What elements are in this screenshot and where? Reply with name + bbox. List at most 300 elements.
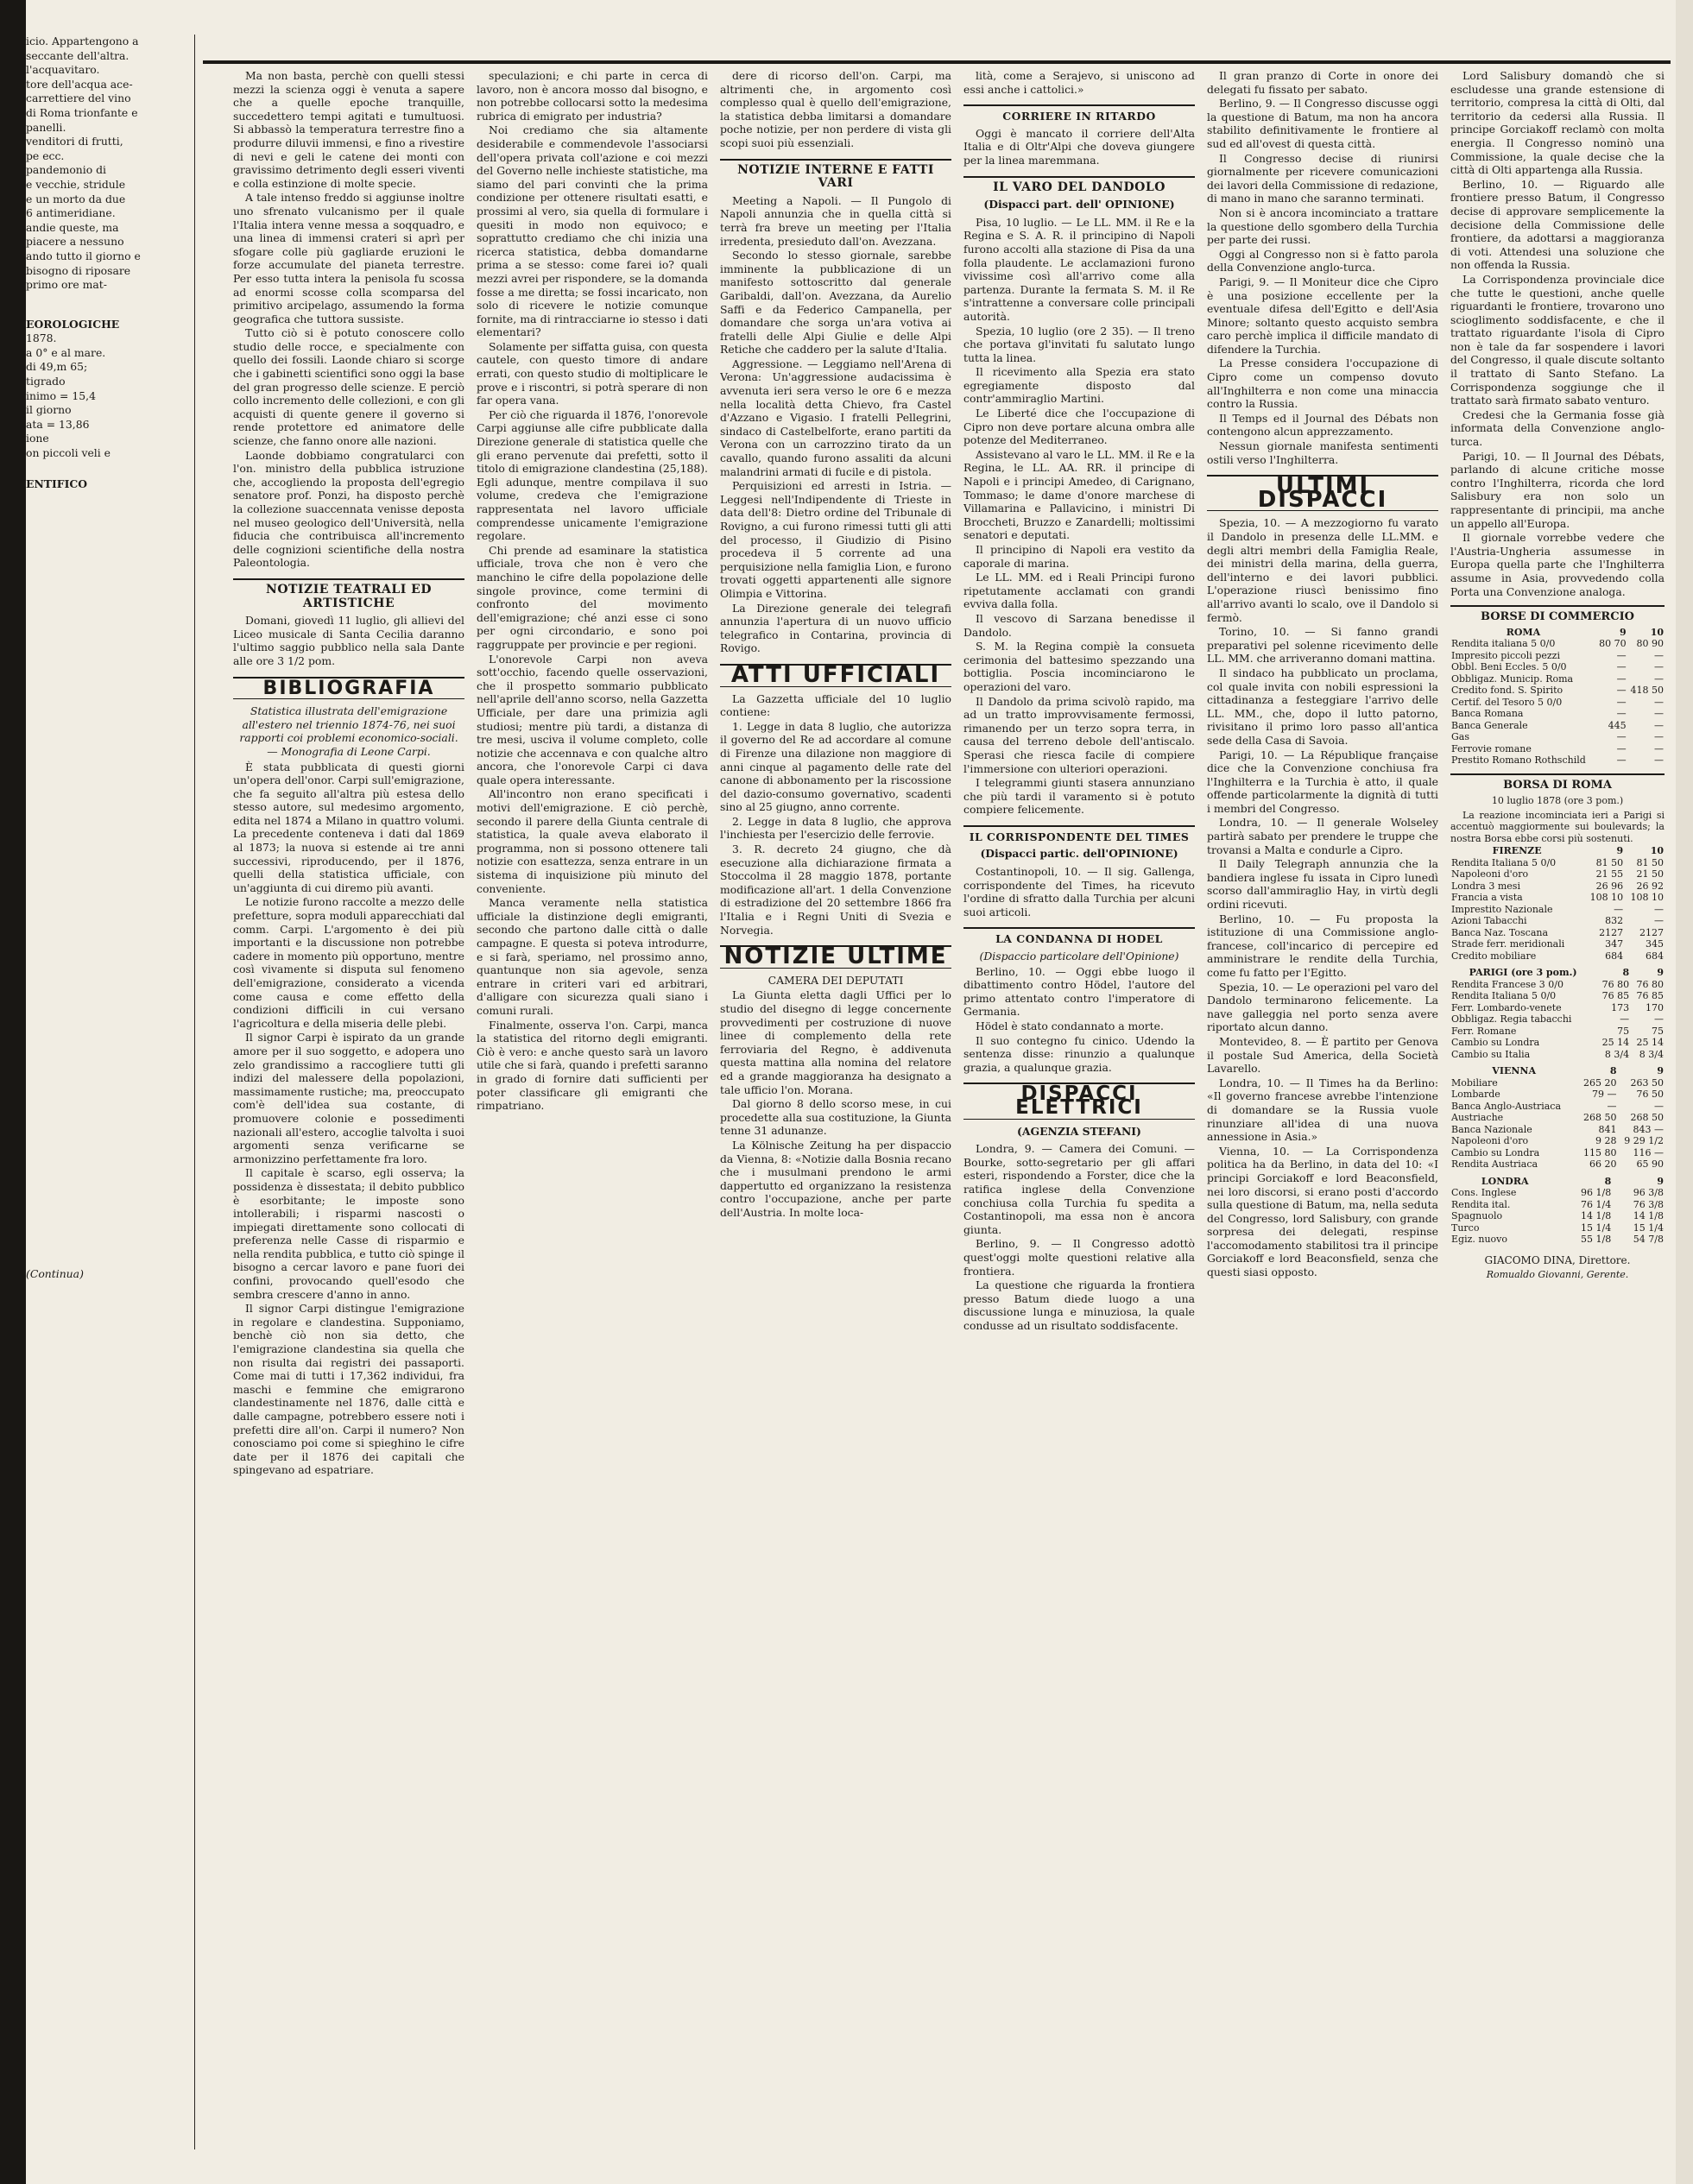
- dispatch-paragraph: Spezia, 10 luglio (ore 2 35). — Il treno che portava gl'invitati fu salutato lungo tutta la linea.: [963, 324, 1195, 364]
- article-paragraph: È stata pubblicata di questi giorni un'opera dell'onor. Carpi sull'emigrazione, che fa seguito all'altra più estesa dello stesso autore, sul medesimo argomento, edita nel 1874 a Milano in quattro volumi. La precedente conteneva i dati dal 1869 al 1873; la nuova si estende ai tre anni successivi, riproducendo, per il 1876, quelli della statistica ufficiale, con un'aggiunta di cui diremo più avanti.: [233, 760, 464, 894]
- column-1: [233, 69, 464, 2149]
- table-row: [1450, 1210, 1665, 1222]
- table-cell: 76 1/4: [1581, 1198, 1612, 1210]
- table-cell: Cambio su Londra: [1451, 1146, 1540, 1158]
- article-paragraph: speculazioni; e chi parte in cerca di lavoro, non è ancora mosso dal bisogno, e non potrebbe collocarsi sotto la medesima rubrica di emigrato per industria?: [477, 69, 708, 123]
- meteo-line: 1878.: [26, 331, 57, 345]
- teatrali-heading: NOTIZIE TEATRALI ED ARTISTICHE: [233, 578, 464, 610]
- table-cell: —: [1616, 685, 1627, 697]
- table-header: [1450, 845, 1665, 857]
- table-cell: 81 50: [1636, 856, 1664, 868]
- dandolo-paragraphs: [963, 216, 1195, 817]
- scientifico-title: ENTIFICO: [26, 477, 88, 490]
- table-cell: 80 70: [1599, 638, 1627, 650]
- table-cell: 75: [1617, 1025, 1630, 1037]
- table-row: [1450, 743, 1665, 755]
- article-paragraph: Chi prende ad esaminare la statistica ufficiale, trova che non è vero che manchino le cifre della popolazione delle singole province, come termini di confronto del movimento dell'emigrazione; ché anzi esse ci sono per ogni circondario, e sono poi raggruppate per provincie e per regioni.: [477, 543, 708, 651]
- dispatch-paragraph: Berlino, 10. — Riguardo alle frontiere presso Batum, il Congresso decise di approvare semplicemente la decisione della Commissione delle frontiere, da adottarsi a maggioranza di voti. Attendesi una soluzione che non offenda la Russia.: [1450, 177, 1665, 272]
- table-row: [1450, 1158, 1665, 1171]
- col3-top-paragraph: dere di ricorso dell'on. Carpi, ma altrimenti che, in argomento così complesso qual è quello dell'emigrazione, la statistica debba limitarsi a domandare poche notizie, per non perdere di vista gli scopi suoi più essenziali.: [720, 69, 951, 149]
- table-cell: —: [1616, 649, 1627, 661]
- left-strip-lines: [26, 35, 199, 292]
- column-3: [720, 69, 951, 2149]
- dispatch-paragraph: S. M. la Regina compiè la consueta cerimonia del battesimo spezzando una bottiglia. Poscia incominciarono le operazioni del varo.: [963, 640, 1195, 693]
- table-header-cell: VIENNA: [1492, 1065, 1536, 1077]
- table-cell: —: [1654, 754, 1664, 767]
- teatrali-text: Domani, giovedì 11 luglio, gli allievi del Liceo musicale di Santa Cecilia daranno l'ultimo saggio pubblico nella sala Dante alle ore 3 1/2 pom.: [233, 614, 464, 667]
- table-cell: Banca Romana: [1451, 708, 1524, 720]
- left-strip-column: [26, 35, 199, 2149]
- dispatch-paragraph: Il gran pranzo di Corte in onore dei delegati fu fissato per sabato.: [1207, 69, 1438, 96]
- article-paragraph: Noi crediamo che sia altamente desiderabile e commendevole l'associarsi dell'opera privata coll'azione e coi mezzi del Governo nelle inchieste statistiche, ma siamo del pari convinti che la prima condizione per ottenere risultati esatti, e prossimi al vero, sia quella di formulare i quesiti in modo non equivoco; e soprattutto crediamo che chi inizia una ricerca statistica, debba domandarne prima a se stesso: come farei io? quali mezzi avrei per rispondere, se la domanda fosse a me diretta; se fossi incaricato, non solo di ricevere le notizie comunque fornite, ma di rintracciarne io stesso i dati elementari?: [477, 123, 708, 339]
- table-cell: 265 20: [1583, 1076, 1617, 1089]
- left-strip-line: primo ore mat-: [26, 278, 107, 292]
- column-4: [963, 69, 1195, 2149]
- hodel-heading: LA CONDANNA DI HODEL: [963, 927, 1195, 946]
- table-header-cell: PARIGI (ore 3 pom.): [1469, 967, 1577, 979]
- table-row: [1450, 915, 1665, 927]
- table-row: [1450, 731, 1665, 743]
- col2-paragraphs: [477, 69, 708, 1113]
- table-header-cell: FIRENZE: [1492, 845, 1542, 857]
- meteo-line: on piccoli veli e: [26, 446, 111, 460]
- col1-paragraphs: [233, 69, 464, 570]
- ultimi-dispacci-heading: ULTIMI DISPACCI: [1207, 475, 1438, 511]
- news-paragraph: Secondo lo stesso giornale, sarebbe imminente la pubblicazione di un manifesto sottoscritto dal generale Garibaldi, dall'on. Avezzana, da Aurelio Saffi e da Federico Campanella, per domandare che sorga un'ara votiva ai fratelli delle Alpi Giulie e delle Alpi Retiche che caddero per la salute d'Italia.: [720, 249, 951, 357]
- dispatch-paragraph: Assistevano al varo le LL. MM. il Re e la Regina, le LL. AA. RR. il principe di Napoli e i principi Amedeo, di Carignano, Tommaso; le dame d'onore marchese di Villamarina e Pallavicino, i ministri Di Broccheti, Bruzzo e Zanardelli; moltissimi senatori e deputati.: [963, 447, 1195, 542]
- table-cell: 25 14: [1601, 1037, 1630, 1049]
- table-cell: 684: [1646, 950, 1664, 962]
- dispatch-paragraph: Il principino di Napoli era vestito da caporale di marina.: [963, 543, 1195, 570]
- borsa-roma-date: 10 luglio 1878 (ore 3 pom.): [1491, 795, 1624, 807]
- table-cell: —: [1614, 903, 1624, 915]
- article-paragraph: Le notizie furono raccolte a mezzo delle prefetture, sopra moduli apparecchiati dal comm. Carpi. L'argomento è dei più importanti e la discussione non potrebbe cadere in momento più opportuno, mentre così vivamente si disputa sul fenomeno dell'emigrazione, considerato a vicenda come causa e come effetto della condizioni difficili in cui versano l'agricoltura e della miseria delle plebi.: [233, 895, 464, 1030]
- dispatch-paragraph: Londra, 10. — Il generale Wolseley partirà sabato per prendere le truppe che trovansi a Malta e condurle a Cipro.: [1207, 816, 1438, 856]
- ultimi-paragraphs: [1207, 516, 1438, 1278]
- dispatch-paragraph: Non si è ancora incominciato a trattare la questione dello sgombero della Turchia per parte dei russi.: [1207, 205, 1438, 247]
- meteo-line: tigrado: [26, 375, 66, 388]
- page-edge: [1676, 0, 1693, 2184]
- table-cell: 76 85: [1636, 990, 1664, 1002]
- table-row: [1450, 950, 1665, 963]
- table-cell: Certif. del Tesoro 5 0/0: [1451, 696, 1563, 708]
- table-cell: —: [1654, 1013, 1664, 1026]
- article-paragraph: Il capitale è scarso, egli osserva; la possidenza è dissestata; il debito pubblico è esorbitante; le imposte sono intollerabili; i risparmi nascosti o impiegati direttamente sono collocati di preferenza nelle Casse di risparmio e nella rendita pubblica, e tutto ciò spinge il bisogno a cercar lavoro e pane fuori dei confini, provocando quell'esodo che sembra crescere d'anno in anno.: [233, 1166, 464, 1301]
- table-header-cell: 9: [1657, 1175, 1664, 1187]
- times-text: Costantinopoli, 10. — Il sig. Gallenga, corrispondente del Times, ha ricevuto l'ordine di sfratto dalla Turchia per alcuni suoi articoli.: [963, 865, 1195, 918]
- table-cell: 25 14: [1636, 1037, 1664, 1049]
- table-row: [1450, 1049, 1665, 1061]
- londra-table: [1450, 1176, 1665, 1246]
- table-cell: Obbl. Beni Eccles. 5 0/0: [1451, 661, 1567, 673]
- table-row: [1450, 754, 1665, 767]
- table-cell: 75: [1652, 1025, 1664, 1037]
- table-cell: 66 20: [1589, 1158, 1617, 1171]
- table-cell: 8 3/4: [1639, 1048, 1664, 1060]
- col6-paragraphs: [1450, 69, 1665, 598]
- dispatch-paragraph: Il vescovo di Sarzana benedisse il Dandolo.: [963, 611, 1195, 639]
- table-row: [1450, 938, 1665, 950]
- table-cell: —: [1654, 672, 1664, 685]
- table-row: [1450, 650, 1665, 662]
- left-strip-line: bisogno di riposare: [26, 263, 131, 277]
- table-row: [1450, 708, 1665, 720]
- top-rule: [203, 60, 1671, 64]
- table-row: [1450, 1026, 1665, 1038]
- dispatch-paragraph: Il giornale vorrebbe vedere che l'Austria-Ungheria assumesse in Europa quella parte che l'Inghilterra assume in Asia, provvedendo colla Porta una Convenzione analoga.: [1450, 531, 1665, 598]
- table-row: [1450, 1187, 1665, 1199]
- col4-top-paragraph: lità, come a Serajevo, si uniscono ad essi anche i cattolici.»: [963, 69, 1195, 96]
- atti-paragraph: 1. Legge in data 8 luglio, che autorizza il governo del Re ad accordare al comune di Firenze una dilazione non maggiore di anni cinque al pagamento delle rate del canone di abbonamento per la riscossione del dazio-consumo governativo, scadenti sino al 25 giugno, anno corrente.: [720, 719, 951, 814]
- dispatch-paragraph: Hödel è stato condannato a morte.: [976, 1019, 1164, 1032]
- table-cell: —: [1616, 661, 1627, 673]
- atti-paragraph: La Gazzetta ufficiale del 10 luglio contiene:: [720, 691, 951, 719]
- table-cell: —: [1616, 754, 1627, 767]
- ritardo-text: Oggi è mancato il corriere dell'Alta Italia e di Oltr'Alpi che doveva giungere per la linea maremmana.: [963, 126, 1195, 167]
- table-cell: —: [1654, 742, 1664, 754]
- meteo-line: ata = 13,86: [26, 417, 90, 431]
- interne-paragraphs: [720, 194, 951, 655]
- meteo-line: inimo = 15,4: [26, 388, 96, 402]
- table-header-cell: 9: [1657, 1065, 1664, 1077]
- dispatch-paragraph: Vienna, 10. — La Corrispondenza politica ha da Berlino, in data del 10: «I principi Gorciakoff e lord Beaconsfield, nei loro discorsi, si erano posti d'accordo sulla questione di Batum, ma, nella seduta del Congresso, lord Salisbury, con grande sorpresa dei delegati, respinse l'accomodamento stabilitosi tra il principe Gorciakoff e lord Beaconsfield, senza che questi siasi opposto.: [1207, 1144, 1438, 1279]
- table-row: [1450, 720, 1665, 732]
- table-cell: 76 80: [1636, 978, 1664, 990]
- table-cell: —: [1620, 1013, 1630, 1026]
- table-cell: —: [1654, 1100, 1664, 1112]
- table-row: [1450, 1147, 1665, 1159]
- table-row: [1450, 979, 1665, 991]
- bibliografia-subtitle: Statistica illustrata dell'emigrazione all'estero nel triennio 1874-76, nei suoi rapporti coi problemi economico-sociali. — Monografia di Leone Carpi.: [239, 704, 458, 758]
- dispatch-paragraph: Berlino, 10. — Fu proposta la istituzione di una Commissione anglo-francese, coll'incarico di percepire ed amministrare le rendite della Turchia, come fu fatto per l'Egitto.: [1207, 912, 1438, 979]
- dispatch-paragraph: La questione che riguarda la frontiera presso Batum diede luogo a una discussione lunga e minuziosa, la quale condusse ad un risultato soddisfacente.: [963, 1278, 1195, 1332]
- table-cell: 65 90: [1636, 1158, 1664, 1171]
- table-row: [1450, 1222, 1665, 1234]
- table-cell: —: [1654, 696, 1664, 708]
- dandolo-sub: (Dispacci part. dell' OPINIONE): [983, 198, 1175, 211]
- table-row: [1450, 868, 1665, 881]
- meteo-line: a 0° e al mare.: [26, 345, 106, 359]
- left-strip-line: andie queste, ma: [26, 220, 119, 234]
- table-cell: Impresito piccoli pezzi: [1451, 649, 1560, 661]
- meteo-line: ione: [26, 432, 49, 445]
- times-sub: (Dispacci partic. dell'OPINIONE): [980, 847, 1178, 861]
- table-cell: Rendita ital.: [1451, 1198, 1511, 1210]
- meteo-lines: [26, 331, 199, 459]
- table-cell: Banca Nazionale: [1451, 1123, 1532, 1135]
- table-cell: 15 1/4: [1633, 1221, 1664, 1234]
- table-cell: 843 —: [1633, 1123, 1664, 1135]
- table-cell: —: [1616, 742, 1627, 754]
- borse-heading: BORSE DI COMMERCIO: [1450, 605, 1665, 624]
- table-row: [1450, 857, 1665, 869]
- borsa-roma-heading: BORSA DI ROMA: [1450, 773, 1665, 792]
- table-cell: —: [1654, 708, 1664, 720]
- table-row: [1450, 661, 1665, 673]
- vienna-table: [1450, 1065, 1665, 1171]
- table-cell: 2127: [1639, 926, 1664, 938]
- table-cell: —: [1654, 649, 1664, 661]
- table-cell: 115 80: [1583, 1146, 1617, 1158]
- table-header: [1450, 967, 1665, 979]
- table-cell: Imprestito Nazionale: [1451, 903, 1553, 915]
- dispatch-paragraph: Le Liberté dice che l'occupazione di Cipro non deve portare alcuna ombra alle potenze del Mediterraneo.: [963, 407, 1195, 447]
- table-cell: 76 80: [1601, 978, 1630, 990]
- table-cell: 170: [1646, 1001, 1664, 1013]
- table-cell: 76 3/8: [1633, 1198, 1664, 1210]
- left-strip-line: piacere a nessuno: [26, 235, 124, 249]
- table-cell: 9 29 1/2: [1624, 1135, 1664, 1147]
- left-strip-line: e vecchie, stridule: [26, 177, 126, 191]
- table-cell: Banca Naz. Toscana: [1451, 926, 1549, 938]
- table-row: [1450, 1112, 1665, 1124]
- table-cell: Mobiliare: [1451, 1076, 1498, 1089]
- table-cell: —: [1616, 708, 1627, 720]
- table-cell: —: [1607, 1100, 1617, 1112]
- table-cell: 9 28: [1595, 1135, 1617, 1147]
- elettrici-paragraphs: [963, 1142, 1195, 1332]
- col5-paragraphs: [1207, 69, 1438, 466]
- table-header-cell: 10: [1650, 626, 1664, 638]
- table-cell: 26 92: [1636, 880, 1664, 892]
- table-cell: Credito fond. S. Spirito: [1451, 685, 1563, 697]
- table-cell: 263 50: [1630, 1076, 1664, 1089]
- camera-deputati-sub: CAMERA DEI DEPUTATI: [768, 973, 904, 987]
- left-strip-line: 6 antimeridiane.: [26, 206, 116, 220]
- table-header-cell: 8: [1622, 967, 1630, 979]
- table-row: [1450, 1089, 1665, 1101]
- table-header-cell: 8: [1609, 1065, 1617, 1077]
- dispatch-paragraph: I telegrammi giunti stasera annunziano che più tardi il varamento si è potuto compiere felicemente.: [963, 776, 1195, 817]
- table-row: [1450, 1002, 1665, 1014]
- article-paragraph: Finalmente, osserva l'on. Carpi, manca la statistica del ritorno degli emigranti. Ciò è vero: e anche questo sarà un lavoro utile che si farà, quando i prefetti saranno in grado di fornire dati sufficienti per poter classificare gli emigranti che rimpatriano.: [477, 1018, 708, 1113]
- table-header: [1450, 1065, 1665, 1077]
- table-cell: Banca Generale: [1451, 719, 1528, 731]
- ultime-paragraphs: [720, 988, 951, 1219]
- table-row: [1450, 638, 1665, 650]
- table-cell: Ferr. Romane: [1451, 1025, 1517, 1037]
- table-cell: Austriache: [1451, 1112, 1504, 1124]
- article-paragraph: All'incontro non erano specificati i motivi dell'emigrazione. E ciò perchè, secondo il parere della Giunta centrale di statistica, la quale aveva elaborato il programma, non si possono ottenere tali notizie con esattezza, senza entrare in un sistema di inquisizione più minuto del conveniente.: [477, 787, 708, 895]
- table-cell: 841: [1598, 1123, 1617, 1135]
- table-row: [1450, 892, 1665, 904]
- table-cell: Ferr. Lombardo-venete: [1451, 1001, 1562, 1013]
- meteo-line: di 49,m 65;: [26, 360, 88, 374]
- table-cell: 345: [1646, 938, 1664, 950]
- binding-shadow: [0, 0, 26, 2184]
- gerente-signature: Romualdo Giovanni, Gerente.: [1486, 1268, 1629, 1280]
- dispatch-paragraph: Il ricevimento alla Spezia era stato egregiamente disposto dal contr'ammiraglio Martini.: [963, 365, 1195, 406]
- table-cell: Ferrovie romane: [1451, 742, 1532, 754]
- news-paragraph: La Direzione generale dei telegrafi annunzia l'apertura di un nuovo ufficio telegrafico in Contarina, provincia di Rovigo.: [720, 601, 951, 655]
- left-strip-line: carrettiere del vino: [26, 92, 131, 105]
- article-paragraph: Laonde dobbiamo congratularci con l'on. ministro della pubblica istruzione che, accogliendo la proposta dell'egregio senatore prof. Ponzi, ha disposto perchè la collezione suaccennata venisse deposta nel museo geologico dell'Università, nella fiducia che contribuisca all'incremento delle cognizioni scientifiche della nostra Paleontologia.: [233, 448, 464, 570]
- table-cell: —: [1654, 903, 1664, 915]
- table-cell: 108 10: [1589, 892, 1624, 904]
- table-cell: 116 —: [1633, 1146, 1664, 1158]
- table-header-cell: 9: [1620, 626, 1627, 638]
- table-row: [1450, 1199, 1665, 1211]
- news-paragraph: Meeting a Napoli. — Il Pungolo di Napoli annunzia che in quella città si terrà fra breve un meeting per l'Italia irredenta, presieduto dall'on. Avezzana.: [720, 193, 951, 248]
- left-strip-line: venditori di frutti,: [26, 135, 123, 148]
- table-cell: 268 50: [1630, 1112, 1664, 1124]
- left-strip-line: ando tutto il giorno e: [26, 249, 141, 262]
- dandolo-heading: IL VARO DEL DANDOLO: [963, 176, 1195, 195]
- dispatch-paragraph: La Corrispondenza provinciale dice che tutte le questioni, anche quelle riguardanti le frontiere, trovarono uno scioglimento soddisfacente, e che il trattato riguardante l'isola di Cipro non è tale da far sospendere i lavori del Congresso, il quale discute soltanto il trattato di Santo Stefano. La Corrispondenza soggiunge che il trattato sarà firmato sabato venturo.: [1450, 272, 1665, 407]
- dispatch-paragraph: Le LL. MM. ed i Reali Principi furono ripetutamente acclamati con grandi evviva dalla folla.: [963, 571, 1195, 611]
- parigi-table: [1450, 967, 1665, 1060]
- dispatch-paragraph: Parigi, 10. — Il Journal des Débats, parlando di alcune critiche mosse contro l'Inghilterra, ricorda che lord Salisbury era non solo un rappresentante di principii, ma anche un appello all'Europa.: [1450, 449, 1665, 530]
- dispatch-paragraph: Il Dandolo da prima scivolò rapido, ma ad un tratto improvvisamente fermossi, rimanendo per un terzo sopra terra, in causa del terreno debole dell'antiscalo. Sperasi che riesca facile di compiere l'immersione con ulteriori operazioni.: [963, 694, 1195, 775]
- table-cell: Francia a vista: [1451, 892, 1523, 904]
- news-paragraph: Aggressione. — Leggiamo nell'Arena di Verona: Un'aggressione audacissima è avvenuta ieri sera verso le ore 6 e mezza nella località detta Chievo, fra Castel d'Azzano e Vigasio. I fratelli Pellegrini, sindaco di Castelbelforte, erano partiti da Verona con un carrozzino tirato da un cavallo, quando furono assaliti da alcuni malandrini armati di fucile e di pistola.: [720, 357, 951, 478]
- dispatch-paragraph: Credesi che la Germania fosse già informata della Convenzione anglo-turca.: [1450, 407, 1665, 449]
- article-paragraph: Tutto ciò si è potuto conoscere collo studio delle rocce, e specialmente con quello dei fossili. Laonde chiaro si scorge che i gabinetti scientifici sono oggi la base del gran progresso delle scienze. E perciò collo incremento delle collezioni, e con gli acquisti di quente genere il governo si rende protettore ed animatore delle scienze, che fanno onore alle nazioni.: [233, 326, 464, 448]
- table-cell: Credito mobiliare: [1451, 950, 1537, 962]
- table-header-cell: 10: [1650, 845, 1664, 857]
- table-header-cell: 8: [1604, 1175, 1612, 1187]
- dispatch-paragraph: Parigi, 10. — La République française dice che la Convenzione conchiusa fra l'Inghilterra e la Turchia è atto, il quale offende particolarmente la dignità di tutti i membri del Congresso.: [1207, 748, 1438, 815]
- table-cell: —: [1616, 672, 1627, 685]
- dispatch-paragraph: Nessun giornale manifesta sentimenti ostili verso l'Inghilterra.: [1207, 439, 1438, 466]
- news-paragraph: La Kölnische Zeitung ha per dispaccio da Vienna, 8: «Notizie dalla Bosnia recano che i musulmani prendono le armi dappertutto ed organizzano la resistenza contro l'occupazione, anche per parte dell'Austria. In molte loca-: [720, 1138, 951, 1219]
- table-row: [1450, 1124, 1665, 1136]
- bibliografia-paragraphs: [233, 761, 464, 1477]
- dispatch-paragraph: Il suo contegno fu cinico. Udendo la sentenza disse: rinunzio a qualunque grazia, a qualunque grazia.: [963, 1033, 1195, 1074]
- column-6: [1450, 69, 1665, 2149]
- table-cell: Gas: [1451, 731, 1469, 743]
- table-cell: 15 1/4: [1581, 1221, 1612, 1234]
- table-row: [1450, 1101, 1665, 1113]
- table-cell: Napoleoni d'oro: [1451, 1135, 1529, 1147]
- article-paragraph: Solamente per siffatta guisa, con questa cautele, con questo timore di andare errati, con questo studio di moltiplicare le prove e i riscontri, si potrà sperare di non far opera vana.: [477, 339, 708, 407]
- table-cell: Obbligaz. Regia tabacchi: [1451, 1013, 1572, 1026]
- atti-ufficiali-heading: ATTI UFFICIALI: [720, 664, 951, 687]
- table-cell: Lombarde: [1451, 1089, 1500, 1101]
- table-cell: Azioni Tabacchi: [1451, 915, 1527, 927]
- table-cell: Rendita italiana 5 0/0: [1451, 638, 1556, 650]
- times-heading: IL CORRISPONDENTE DEL TIMES: [963, 825, 1195, 844]
- table-cell: 268 50: [1583, 1112, 1617, 1124]
- hodel-sub: (Dispaccio particolare dell'Opinione): [979, 950, 1179, 963]
- dispatch-paragraph: Spezia, 10. — Le operazioni pel varo del Dandolo terminarono felicemente. La nave galleggia nel porto senza avere riportato alcun danno.: [1207, 980, 1438, 1034]
- left-strip-line: pandemonio di: [26, 163, 107, 177]
- table-cell: 684: [1605, 950, 1624, 962]
- table-header-cell: 9: [1657, 967, 1664, 979]
- column-2: [477, 69, 708, 2149]
- left-strip-line: icio. Appartengono a: [26, 35, 139, 47]
- article-paragraph: Manca veramente nella statistica ufficiale la distinzione degli emigranti, secondo che partono dalle città o dalle campagne. E questa si poteva introdurre, e si farà, speriamo, nel prossimo anno, quantunque non sia agevole, senza entrare in criteri vari ed arbitrari, d'alligare con sicurezza quali siano i comuni rurali.: [477, 896, 708, 1017]
- table-cell: —: [1616, 696, 1627, 708]
- table-cell: 14 1/8: [1633, 1210, 1664, 1222]
- ritardo-heading: CORRIERE IN RITARDO: [963, 104, 1195, 123]
- stefani-sub: (AGENZIA STEFANI): [1017, 1124, 1141, 1138]
- table-cell: Rendita Austriaca: [1451, 1158, 1538, 1171]
- table-cell: Banca Anglo-Austriaca: [1451, 1100, 1562, 1112]
- table-cell: 80 90: [1636, 638, 1664, 650]
- meteo-title: EOROLOGICHE: [26, 317, 120, 331]
- table-cell: 54 7/8: [1633, 1234, 1664, 1246]
- table-row: [1450, 990, 1665, 1002]
- table-cell: 347: [1605, 938, 1624, 950]
- table-row: [1450, 927, 1665, 939]
- borsa-roma-text: La reazione incominciata ieri a Parigi si accentuò maggiormente sui boulevards; la nostra Borsa ebbe corsi più sostenuti.: [1450, 809, 1665, 844]
- table-cell: Rendita Francese 3 0/0: [1451, 978, 1563, 990]
- table-row: [1450, 697, 1665, 709]
- dispacci-elettrici-heading: DISPACCI ELETTRICI: [963, 1083, 1195, 1119]
- table-cell: Rendita Italiana 5 0/0: [1451, 856, 1557, 868]
- table-cell: 79 —: [1592, 1089, 1617, 1101]
- table-row: [1450, 1234, 1665, 1246]
- news-paragraph: Perquisizioni ed arresti in Istria. — Leggesi nell'Indipendente di Trieste in data dell'8: Dietro ordine del Tribunale di Rovigno, a cui furono rimessi tutti gli atti del processo, il Giudizio di Pisino procedeva il 5 corrente ad una perquisizione nella famiglia Lion, e furono trovati oggetti appartenenti alle signore Olimpia e Vittorina.: [720, 479, 951, 600]
- table-header-cell: 9: [1616, 845, 1624, 857]
- hodel-paragraphs: [963, 965, 1195, 1075]
- news-paragraph: Dal giorno 8 dello scorso mese, in cui procedette alla sua costituzione, la Giunta tenne 31 adunanze.: [720, 1097, 951, 1138]
- article-paragraph: A tale intenso freddo si aggiunse inoltre uno sfrenato vulcanismo per il quale l'Italia intera venne messa a soqquadro, e una linea di immensi crateri si aprì per sfogare colle più gagliarde eruzioni le forze accumulate del pianeta terrestre. Per esso tutta intera la penisola fu scossa ad enormi scosse colla scomparsa del primitivo arcipelago, assumendo la forma geografica che tuttora sussiste.: [233, 191, 464, 325]
- table-row: [1450, 1077, 1665, 1089]
- article-paragraph: L'onorevole Carpi non aveva sott'occhio, facendo quelle osservazioni, che il prospetto sommario pubblicato nell'aprile dell'anno scorso, nella Gazzetta Ufficiale, per dare una primizia agli studiosi; mentre più tardi, a distanza di tre mesi, usciva il volume completo, colle notizie che accennava e con qualche altro ancora, che l'onorevole Carpi ci dava quale opera interessante.: [477, 652, 708, 786]
- dispatch-paragraph: Londra, 9. — Camera dei Comuni. — Bourke, sotto-segretario per gli affari esteri, rispondendo a Forster, dice che la ratifica inglese della Convenzione conchiusa colla Turchia fu spedita a Costantinopoli, ma essa non è ancora giunta.: [963, 1142, 1195, 1236]
- table-row: [1450, 673, 1665, 685]
- article-paragraph: Per ciò che riguarda il 1876, l'onorevole Carpi aggiunse alle cifre pubblicate dalla Direzione generale di statistica quelle che gli erano pervenute dai prefetti, sotto il titolo di emigrazione clandestina (25,188). Egli adunque, mentre compilava il suo volume, credeva che l'emigrazione rappresentata nel lavoro ufficiale comprendesse unicamente l'emigrazione regolare.: [477, 407, 708, 543]
- firenze-table: [1450, 845, 1665, 962]
- table-cell: Cambio su Italia: [1451, 1048, 1531, 1060]
- article-paragraph: Il signor Carpi è ispirato da un grande amore per il suo soggetto, e adopera uno zelo grandissimo a raccogliere tutti gli indizi del malessere della popolazioni, massimamente rustiche; ma, preoccupato com'è dell'idea sua costante, di promuovere colonie e possedimenti nazionali all'estero, accoglie talvolta i suoi argomenti senza verificarne se armonizzino perfettamente fra loro.: [233, 1031, 464, 1165]
- table-cell: 445: [1608, 719, 1627, 731]
- table-cell: 21 50: [1636, 868, 1664, 881]
- dispatch-paragraph: Il sindaco ha pubblicato un proclama, col quale invita con nobili espressioni la cittadinanza a festeggiare l'arrivo delle LL. MM., che, dopo il lutto patorno, rivisitano il primo loro passo all'antica sede della Casa di Savoia.: [1207, 666, 1438, 747]
- director-signature: GIACOMO DINA, Direttore.: [1484, 1253, 1631, 1266]
- table-cell: —: [1654, 719, 1664, 731]
- table-cell: 76 85: [1601, 990, 1630, 1002]
- table-cell: Spagnuolo: [1451, 1210, 1503, 1222]
- atti-paragraphs: [720, 692, 951, 937]
- table-cell: 8 3/4: [1604, 1048, 1630, 1060]
- table-header-cell: ROMA: [1506, 626, 1541, 638]
- table-cell: Londra 3 mesi: [1451, 880, 1520, 892]
- table-cell: 76 50: [1636, 1089, 1664, 1101]
- left-strip-line: seccante dell'altra.: [26, 48, 130, 62]
- table-cell: 108 10: [1630, 892, 1664, 904]
- table-cell: 96 3/8: [1633, 1187, 1664, 1199]
- dispatch-paragraph: Berlino, 10. — Oggi ebbe luogo il dibattimento contro Hödel, l'autore del primo attentato contro l'imperatore di Germania.: [963, 964, 1195, 1019]
- bibliografia-heading: BIBLIOGRAFIA: [233, 677, 464, 700]
- table-cell: Turco: [1451, 1221, 1480, 1234]
- dispatch-paragraph: Spezia, 10. — A mezzogiorno fu varato il Dandolo in presenza delle LL.MM. e degli altri membri della Famiglia Reale, dei ministri della marina, della guerra, dell'interno e dei lavori pubblici. L'operazione riuscì benissimo fino all'arrivo avanti lo scalo, ove il Dandolo si fermò.: [1207, 516, 1438, 624]
- dispatch-paragraph: Il Congresso decise di riunirsi giornalmente per ricevere comunicazioni dei lavori della Commissione di redazione, di mano in mano che saranno terminati.: [1207, 151, 1438, 205]
- table-cell: 14 1/8: [1581, 1210, 1612, 1222]
- dispatch-paragraph: Torino, 10. — Si fanno grandi preparativi pel solenne ricevimento delle LL. MM. che arriveranno domani mattina.: [1207, 625, 1438, 666]
- table-header: [1450, 1176, 1665, 1188]
- table-cell: Cambio su Londra: [1451, 1037, 1540, 1049]
- left-strip-line: pe ecc.: [26, 148, 65, 162]
- table-row: [1450, 1013, 1665, 1026]
- left-strip-line: di Roma trionfante e: [26, 105, 138, 119]
- left-strip-line: l'acquavitaro.: [26, 63, 100, 77]
- table-cell: 26 96: [1595, 880, 1624, 892]
- table-cell: 96 1/8: [1581, 1187, 1612, 1199]
- table-cell: Egiz. nuovo: [1451, 1234, 1508, 1246]
- table-cell: 832: [1605, 915, 1624, 927]
- dispatch-paragraph: Parigi, 9. — Il Moniteur dice che Cipro è una posizione eccellente per la eventuale difesa dell'Egitto e dell'Asia Minore; soltanto questo acquisto sembra caro perchè implica il difficile mandato di difendere la Turchia.: [1207, 275, 1438, 356]
- table-cell: Obbligaz. Municip. Roma: [1451, 672, 1574, 685]
- interne-heading: NOTIZIE INTERNE E FATTI VARI: [720, 159, 951, 191]
- table-row: [1450, 904, 1665, 916]
- dispatch-paragraph: Il Daily Telegraph annunzia che la bandiera inglese fu issata in Cipro lunedì scorso dall'ammiraglio Hay, in virtù degli ordini ricevuti.: [1207, 857, 1438, 912]
- atti-paragraph: 2. Legge in data 8 luglio, che approva l'inchiesta per l'esercizio delle ferrovie.: [720, 814, 951, 842]
- dispatch-paragraph: Pisa, 10 luglio. — Le LL. MM. il Re e la Regina e S. A. R. il principino di Napoli furono accolti alla stazione di Pisa da una folla plaudente. Le acclamazioni furono vivissime così all'arrivo come alla partenza. Durante la fermata S. M. il Re s'intrattenne a conversare colle principali autorità.: [963, 215, 1195, 323]
- table-cell: Strade ferr. meridionali: [1451, 938, 1565, 950]
